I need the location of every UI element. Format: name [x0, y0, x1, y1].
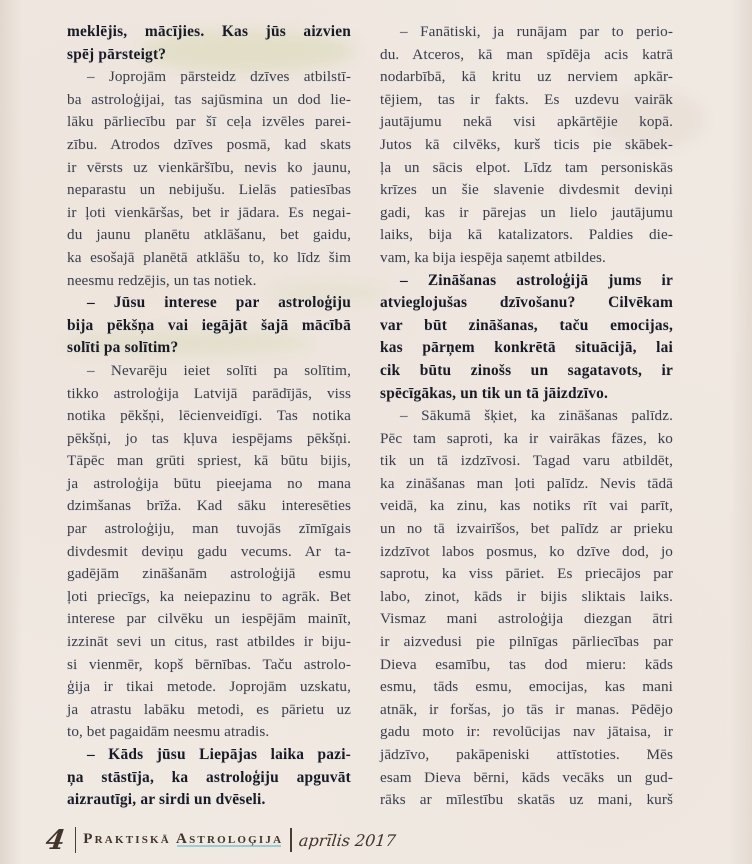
text-line: pēkšņi, jo tas kļuva iespējams pēkšņi.	[67, 429, 351, 447]
text-line: – Zināšanas astroloģijā jums ir	[400, 271, 673, 289]
text-line: izzināt sevi un citus, rast atbildes ir biju-	[67, 633, 351, 651]
left-text-column	[67, 21, 351, 812]
text-line: un no tā izvairīšos, bet palīdz ar prieku	[380, 520, 673, 538]
text-line: atvieglojušas dzīvošanu? Cilvēkam	[380, 294, 673, 312]
text-line: – Jūsu interese par astroloģiju	[87, 294, 351, 312]
text-line: cik būtu zinošs un sagatavots, ir	[380, 361, 673, 379]
text-line: – Joprojām pārsteidz dzīves atbilstī-	[87, 68, 351, 86]
text-line: Vismaz mani astroloģija diezgan ātri	[380, 610, 673, 628]
text-line: laiks, bija kā katalizators. Paldies die-	[380, 226, 673, 244]
text-line: ģija ir tikai metode. Joprojām uzskatu,	[67, 678, 351, 696]
magazine-title: Praktiskā Astroloģija	[83, 831, 283, 850]
text-line: – Kāds jūsu Liepājas laika pazi-	[87, 746, 351, 763]
text-line: ir vērsts uz vienkāršību, nevis ko jaunu,	[67, 158, 351, 176]
text-line: – Fanātiski, ja runājam par to perio-	[400, 23, 673, 40]
text-line: krīzes un šie slavenie divdesmit deviņi	[380, 181, 673, 199]
text-line: Tāpēc man grūti spriest, kā būtu bijis,	[67, 452, 351, 470]
text-line: tik un tā izdzīvosi. Tagad varu atbildēt,	[380, 452, 673, 470]
text-line: ka esošajā planētā atklāšu to, ko līdz šim	[67, 248, 351, 266]
text-line: ir ļoti vienkāršas, bet ir jādara. Es negai-	[67, 203, 351, 221]
text-line: ļa un sācis elpot. Līdz tam personiskās	[380, 158, 673, 176]
text-line: bija pēkšņa vai iegājāt šajā mācībā	[67, 316, 351, 334]
text-line: spēcīgākas, un tik un tā jāizdzīvo.	[380, 384, 609, 402]
text-line: divdesmit deviņu gadu vecums. Ar ta-	[67, 542, 351, 560]
text-line: neparastu un nebijušu. Lielās patiesības	[67, 181, 351, 199]
text-line: Dieva esamību, tas dod mieru: kāds	[380, 655, 673, 673]
text-line: ja astroloģija būtu pieejama no mana	[67, 474, 351, 492]
text-line: ja atrastu labāku metodi, es pārietu uz	[67, 700, 351, 718]
text-line: – Sākumā šķiet, ka zināšanas palīdz.	[400, 407, 673, 425]
text-line: to, bet pagaidām neesmu atradis.	[67, 723, 270, 741]
text-line: du jaunu planētu atklāšanu, bet gaidu,	[67, 226, 351, 244]
text-line: solīti pa solītim?	[67, 339, 179, 357]
text-line: esam Dieva bērni, kāds vecāks un gud-	[380, 768, 673, 786]
footer-divider	[290, 828, 292, 852]
text-line: meklējis, mācījies. Kas jūs aizvien	[67, 23, 351, 40]
text-line: kas pārņem konkrētā situācijā, lai	[380, 339, 673, 357]
text-line: vam, ka bija iespēja saņemt atbildes.	[380, 248, 606, 266]
text-line: neesmu redzējis, un tas notiek.	[67, 271, 257, 289]
text-line: rāks ar mīlestību skatās uz mani, kurš	[380, 791, 673, 809]
text-line: jādzīvo, pakāpeniski attīstoties. Mēs	[380, 746, 673, 763]
text-line: gadējām zināšanām astroloģijā esmu	[67, 565, 351, 583]
issue-date: aprīlis 2017	[297, 830, 397, 850]
text-line: ir aizvedusi pie pilnīgas pārliecības par	[380, 633, 673, 651]
text-line: esmu, tāds esmu, emocijas, kas mani	[380, 678, 673, 696]
text-line: interese par cilvēku un iespējām mainīt,	[67, 610, 351, 628]
text-line: lāku pārliecību par šī ceļa izvēles parei-	[67, 113, 351, 131]
text-line: ka zināšanas man ļoti palīdz. Nevis tādā	[380, 474, 673, 492]
text-line: tējiem, tas ir fakts. Es uzdevu vairāk	[380, 90, 673, 108]
text-line: nodarbībā, kā kritu uz nerviem apkār-	[380, 68, 673, 86]
text-line: spēj pārsteigt?	[67, 45, 167, 63]
text-line: dzimšanas brīža. Kad sāku interesēties	[67, 497, 351, 515]
text-line: zību. Atrodos dzīves posmā, kad skats	[67, 135, 351, 153]
text-line: aizrautīgi, ar sirdi un dvēseli.	[67, 791, 266, 809]
text-line: veidā, ka zinu, kas notiks rīt vai parīt,	[380, 497, 673, 515]
text-line: notika pēkšņi, lēcienveidīgi. Tas notika	[67, 407, 351, 425]
text-line: du. Atceros, kā man spīdēja acis katrā	[380, 45, 673, 63]
text-line: var būt zināšanas, taču emocijas,	[380, 316, 673, 334]
text-line: si vienmēr, kopš bērnības. Taču astrolo-	[67, 655, 351, 673]
text-line: ļoti priecīgs, ka neiepazinu to agrāk. Bet	[67, 587, 351, 605]
text-line: Jutos kā cilvēks, kurš ticis pie skābek-	[380, 135, 673, 153]
page-footer	[43, 822, 397, 858]
text-line: gadi, kas ir pārejas un lielo jautājumu	[380, 203, 673, 221]
text-line: izdzīvot labos posmus, ko dzīve dod, jo	[380, 542, 673, 560]
text-line: ba astroloģijai, tas sajūsmina un dod lie-	[67, 90, 351, 108]
text-line: ņa stāstīja, ka astroloģiju apguvāt	[67, 768, 351, 786]
page-number: 4	[43, 824, 67, 856]
text-line: jautājumu nekā visi apkārtējie kopā.	[380, 113, 673, 131]
text-line: saprotu, ka viss pāriet. Es priecājos par	[380, 565, 673, 583]
right-text-column	[380, 21, 673, 812]
text-line: Pēc tam saproti, ka ir vairākas fāzes, ko	[380, 429, 673, 447]
text-line: gadu moto ir: revolūcijas nav jātaisa, ir	[380, 723, 673, 741]
footer-divider	[75, 827, 77, 853]
text-line: tikko astroloģija Latvijā parādījās, viss	[67, 384, 351, 402]
text-line: par astroloģiju, man tuvojās zīmīgais	[67, 520, 351, 538]
text-line: atnāk, ir foršas, jo tās ir manas. Pēdējo	[380, 700, 673, 718]
text-line: – Nevarēju ieiet solīti pa solītim,	[87, 361, 351, 379]
text-line: labo, zinot, kāds ir bijis sliktais laiks.	[380, 587, 673, 605]
